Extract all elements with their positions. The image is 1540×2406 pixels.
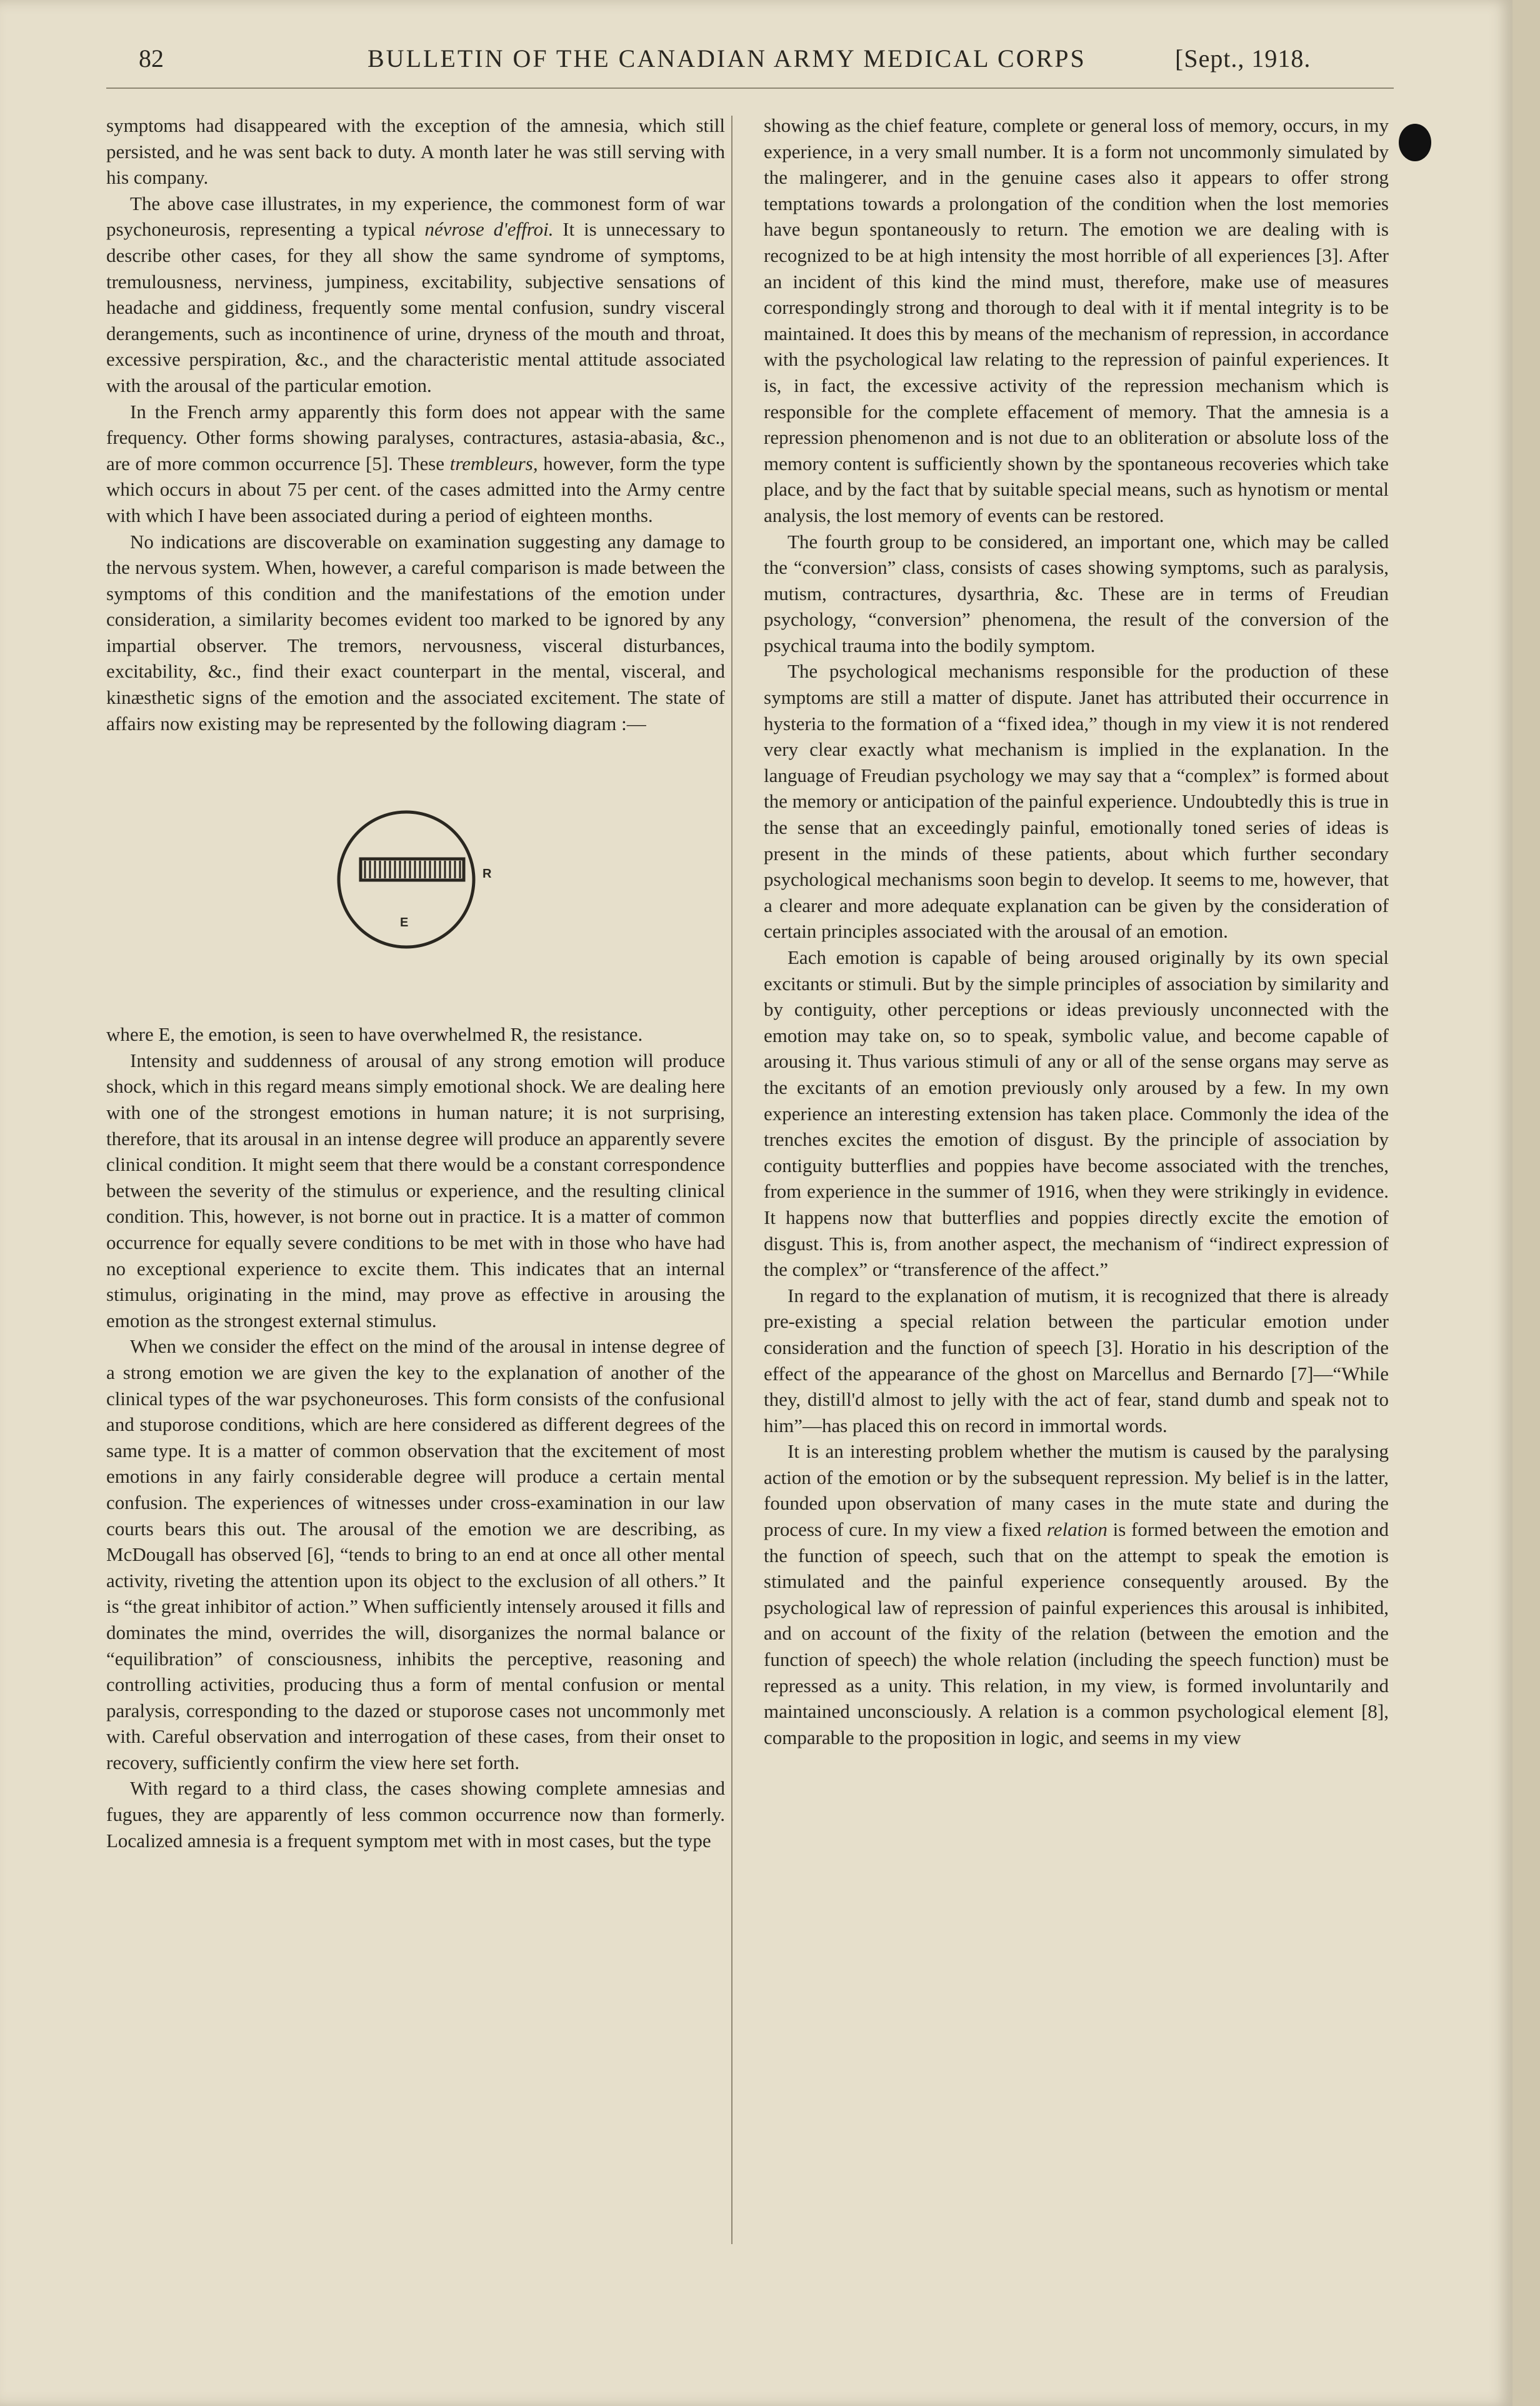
right-column [764, 113, 1389, 1750]
paragraph-text: In the French army apparently this form does not appear with the same frequency. Other forms showing paralyses, contractures, astasia-abasia, &c., are of more common occurrence [5]. These [106, 400, 725, 474]
paragraph-text: It is unnecessary to describe other cases, for they all show the same syndrome of symptoms, tremulousness, nerviness, jumpiness, excitability, subjective sensations of headache and giddiness, frequently some mental confusion, sundry visceral derangements, such as incontinence of urine, dryness of the mouth and throat, excessive perspiration, &c., and the characteristic mental attitude associated with the arousal of the particular emotion. [106, 218, 725, 396]
paragraph-text: The above case illustrates, in my experience, the commonest form of war psychoneurosis, representing a typical [106, 192, 725, 241]
paragraph-text: is formed between the emotion and the function of speech, such that on the attempt to speak the emotion is stimulated and the painful experience consequently aroused. By the psychological law of repression of painful experiences this arousal is inhibited, and on account of the fixity of the relation (between the emotion and the function of speech) the whole relation (including the speech function) must be repressed as a unity. This relation, in my view, is formed involuntarily and maintained unconsciously. A relation is a common psychological element [8], comparable to the proposition in logic, and seems in my view [764, 1518, 1389, 1748]
italic-term: relation [1046, 1518, 1108, 1541]
paragraph: showing as the chief feature, complete or general loss of memory, occurs, in my experience, in a very small number. It is a form not uncommonly simulated by the malingerer, and in the genuine cases also it appears to offer strong temptations towards a prolongation of the condition when the lost memories have begun spontaneously to return. The emotion we are dealing with is recognized to be at high intensity the most horrible of all experiences [3]. After an incident of this kind the mind must, therefore, make use of measures correspondingly strong and thorough to deal with it if mental integrity is to be maintained. It does this by means of the mechanism of repression, in accordance with the psychological law relating to the repression of painful experiences. It is, in fact, the excessive activity of the repression mechanism which is responsible for the complete effacement of memory. That the amnesia is a repression phenomenon and is not due to an obliteration or absolute loss of the memory content is sufficiently shown by the spontaneous recoveries which take place, and by the fact that by suitable special means, such as hynotism or mental analysis, the lost memory of events can be restored. [764, 114, 1389, 526]
ink-blot [1399, 124, 1431, 161]
header-rule [106, 88, 1394, 89]
paragraph: When we consider the effect on the mind of the arousal in intense degree of a strong emotion we are given the key to the explanation of another of the clinical types of the war psychoneuroses. This form consists of the confusional and stuporose conditions, which are here considered as different degrees of the same type. It is a matter of common observation that the excitement of most emotions in any fairly considerable degree will produce a certain mental confusion. The experiences of witnesses under cross-examination in our law courts bears this out. The arousal of the emotion we are describing, as McDougall has observed [6], “tends to bring to an end at once all other mental activity, riveting the attention upon its object to the exclusion of all others.” It is “the great inhibitor of action.” When sufficiently intensely aroused it fills and dominates the mind, overrides the will, disorganizes the normal balance or “equilibration” of consciousness, inhibits the perceptive, reasoning and controlling activities, producing thus a form of mental confusion or mental paralysis, corresponding to the dazed or stuporose cases not uncommonly met with. Careful observation and interrogation of these cases, from their onset to recovery, sufficiently confirm the view here set forth. [106, 1335, 725, 1773]
paragraph: Each emotion is capable of being aroused originally by its own special excitants or stimuli. But by the simple principles of association by similarity and by contiguity, other perceptions or ideas previously unconnected with the emotion may take on, so to speak, symbolic value, and become capable of arousing it. Thus various stimuli of any or all of the sense organs may serve as the excitants of an emotion previously only aroused by a few. In my own experience an interesting extension has taken place. Commonly the idea of the trenches excites the emotion of disgust. By the principle of association by contiguity butterflies and poppies have become associated with the trenches, from experience in the summer of 1916, when they were strikingly in evidence. It happens now that butterflies and poppies directly excite the emotion of disgust. This is, from another aspect, the mechanism of “indirect expression of the complex” or “transference of the affect.” [764, 946, 1389, 1281]
paragraph-text: however, form the type which occurs in about 75 per cent. of the cases admitted into the Army centre with which I have been associated during a period of eighteen months. [106, 452, 725, 526]
paragraph [106, 399, 725, 529]
paragraph: symptoms had disappeared with the exception of the amnesia, which still persisted, and he was sent back to duty. A month later he was still serving with his company. [106, 114, 725, 189]
page-number: 82 [139, 44, 164, 73]
diagram-label-r: R [482, 867, 492, 881]
emotion-resistance-diagram [106, 746, 725, 1009]
paragraph [106, 191, 725, 399]
running-title: BULLETIN OF THE CANADIAN ARMY MEDICAL CORPS [368, 44, 1086, 73]
issue-date: [Sept., 1918. [1175, 44, 1311, 73]
paragraph: In regard to the explanation of mutism, it is recognized that there is already pre-existing a special relation between the particular emotion under consideration and the function of speech [3]. Horatio in his description of the effect of the appearance of the ghost on Marcellus and Bernardo [7]—“While they, distill'd almost to jelly with the act of fear, stand dumb and speak not to him”—has placed this on record in immortal words. [764, 1284, 1389, 1436]
paragraph: The fourth group to be considered, an important one, which may be called the “conversion” class, consists of cases showing symptoms, such as paralysis, mutism, contractures, dysarthria, &c. These are in terms of Freudian psychology, “conversion” phenomena, the result of the conversion of the psychical trauma into the bodily symptom. [764, 530, 1389, 656]
italic-term: névrose d'effroi. [424, 218, 554, 241]
left-column [106, 113, 725, 1853]
paragraph: Intensity and suddenness of arousal of any strong emotion will produce shock, which in this regard means simply emotional shock. We are dealing here with one of the strongest emotions in human nature; it is not surprising, therefore, that its arousal in an intense degree will produce an apparently severe clinical condition. It might seem that there would be a constant correspondence between the severity of the stimulus or experience, and the resulting clinical condition. This, however, is not borne out in practice. It is a matter of common occurrence for equally severe conditions to be met with in those who have had no exceptional experience to excite them. This indicates that an internal stimulus, originating in the mind, may prove as effective in arousing the emotion as the strongest external stimulus. [106, 1049, 725, 1331]
diagram-graphic [106, 746, 725, 1009]
paragraph: where E, the emotion, is seen to have overwhelmed R, the resistance. [106, 1023, 643, 1046]
italic-term: trembleurs, [449, 452, 538, 474]
running-header [0, 39, 1512, 83]
column-divider [731, 116, 732, 2244]
diagram-label-e: E [400, 916, 409, 930]
paragraph: With regard to a third class, the cases showing complete amnesias and fugues, they are apparently of less common occurrence now than formerly. Localized amnesia is a frequent symptom met with in most cases, but the type [106, 1777, 725, 1852]
paragraph-text: It is an interesting problem whether the mutism is caused by the paralysing action of the emotion or by the subsequent repression. My belief is in the latter, founded upon observation of many cases in the mute state and during the process of cure. In my view a fixed [764, 1440, 1389, 1541]
paragraph: The psychological mechanisms responsible for the production of these symptoms are still a matter of dispute. Janet has attributed their occurrence in hysteria to the formation of a “fixed idea,” though in my view it is not rendered very clear exactly what mechanism is implied in the explanation. In the language of Freudian psychology we may say that a “complex” is formed about the memory or anticipation of the painful experience. Undoubtedly this is true in the sense that an exceedingly painful, emotionally toned series of ideas is present in the minds of these patients, about which further secondary psychological mechanisms soon begin to develop. It seems to me, however, that a clearer and more adequate explanation can be given by the consideration of certain principles associated with the arousal of an emotion. [764, 660, 1389, 943]
resistance-bar [361, 859, 464, 880]
paragraph [764, 1438, 1389, 1750]
paragraph: No indications are discoverable on examination suggesting any damage to the nervous system. When, however, a careful comparison is made between the symptoms of this condition and the manifestations of the emotion under consideration, a similarity becomes evident too marked to be ignored by any impartial observer. The tremors, nervousness, visceral disturbances, excitability, &c., find their exact counterpart in the mental, visceral, and kinæsthetic signs of the emotion and the associated excitement. The state of affairs now existing may be represented by the following diagram :— [106, 530, 725, 734]
